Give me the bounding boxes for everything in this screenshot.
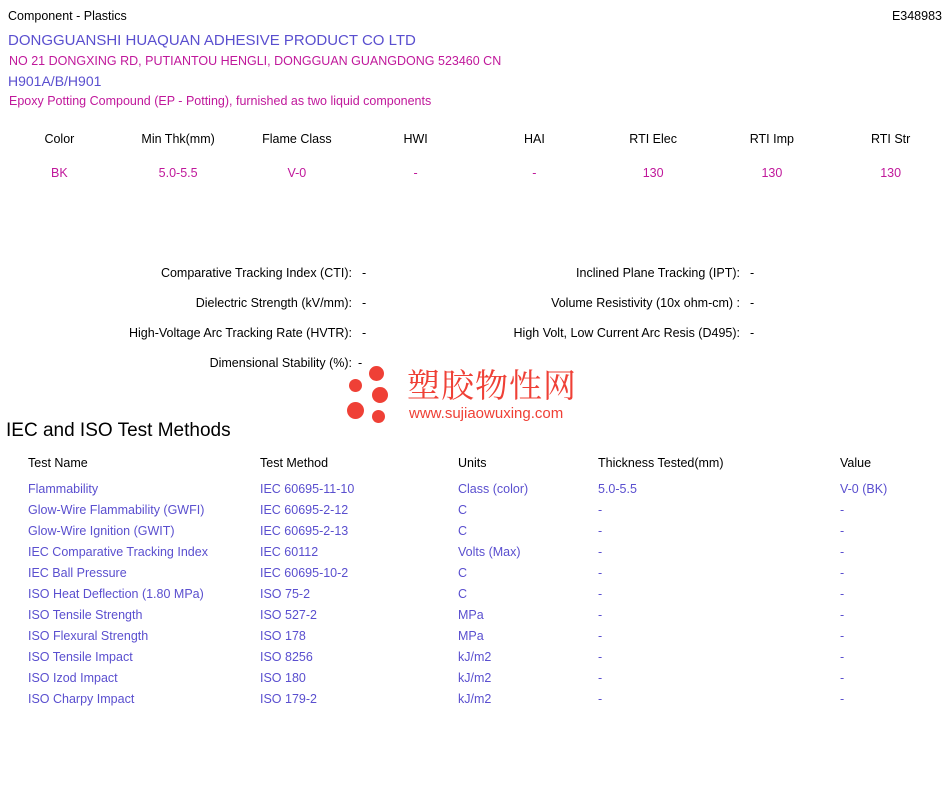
- test-method: IEC 60695-2-12: [260, 503, 349, 517]
- summary-cell-hwi: -: [413, 166, 418, 180]
- property-label-hvtr: High-Voltage Arc Tracking Rate (HVTR):: [129, 326, 352, 340]
- material-grade: H901A/B/H901: [8, 73, 102, 89]
- test-value: -: [840, 629, 845, 643]
- property-label-cti: Comparative Tracking Index (CTI):: [160, 266, 352, 280]
- tests-col-test-name: Test Name: [28, 456, 88, 470]
- tests-col-spacer: [0, 456, 28, 482]
- watermark-url: www.sujiaowuxing.com: [409, 405, 564, 422]
- test-name: ISO Tensile Impact: [28, 650, 133, 664]
- table-row: [0, 587, 950, 608]
- summary-col-color: Color: [44, 132, 75, 146]
- test-method: ISO 180: [260, 671, 306, 685]
- property-value-dielectric-strength: -: [362, 296, 367, 310]
- document-header: [0, 9, 950, 25]
- property-label-dimensional-stability: Dimensional Stability (%):: [209, 356, 352, 370]
- test-units: kJ/m2: [458, 671, 492, 685]
- test-methods-table: [0, 456, 950, 713]
- summary-cell-rti-elec: 130: [642, 166, 664, 180]
- test-thickness: -: [598, 587, 603, 601]
- test-units: Volts (Max): [458, 545, 521, 559]
- test-units: C: [458, 524, 468, 538]
- property-value-volume-resistivity: -: [750, 296, 755, 310]
- test-units: kJ/m2: [458, 692, 492, 706]
- test-value: -: [840, 671, 845, 685]
- test-name: IEC Ball Pressure: [28, 566, 127, 580]
- test-name: ISO Tensile Strength: [28, 608, 143, 622]
- table-row: [0, 524, 950, 545]
- test-method: IEC 60695-10-2: [260, 566, 349, 580]
- test-method: ISO 8256: [260, 650, 313, 664]
- table-row: [0, 503, 950, 524]
- test-name: ISO Flexural Strength: [28, 629, 149, 643]
- test-method: IEC 60695-11-10: [260, 482, 355, 496]
- property-row: [0, 326, 950, 356]
- summary-table: [0, 132, 950, 180]
- property-value-ipt: -: [750, 266, 755, 280]
- summary-col-min-thk: Min Thk(mm): [141, 132, 215, 146]
- test-name: IEC Comparative Tracking Index: [28, 545, 208, 559]
- test-method: IEC 60695-2-13: [260, 524, 349, 538]
- test-units: C: [458, 587, 468, 601]
- tests-col-units: Units: [458, 456, 487, 470]
- test-thickness: -: [598, 545, 603, 559]
- test-name: Glow-Wire Ignition (GWIT): [28, 524, 175, 538]
- test-method: ISO 75-2: [260, 587, 311, 601]
- property-label-volume-resistivity: Volume Resistivity (10x ohm-cm) :: [551, 296, 740, 310]
- test-name: ISO Heat Deflection (1.80 MPa): [28, 587, 204, 601]
- test-thickness: -: [598, 524, 603, 538]
- watermark-dots-icon: [345, 366, 403, 424]
- test-methods-table-element: [0, 456, 950, 713]
- property-value-d495: -: [750, 326, 755, 340]
- property-value-cti: -: [362, 266, 367, 280]
- test-thickness: -: [598, 650, 603, 664]
- company-address: NO 21 DONGXING RD, PUTIANTOU HENGLI, DONGGUAN GUANGDONG 523460 CN: [9, 54, 502, 68]
- test-units: kJ/m2: [458, 650, 492, 664]
- property-value-dimensional-stability: -: [358, 356, 363, 370]
- company-name: DONGGUANSHI HUAQUAN ADHESIVE PRODUCT CO LTD: [8, 32, 416, 49]
- test-units: C: [458, 503, 468, 517]
- summary-header-row: [0, 132, 950, 166]
- tests-col-thickness: Thickness Tested(mm): [598, 456, 724, 470]
- summary-col-hai: HAI: [523, 132, 545, 146]
- test-value: -: [840, 692, 845, 706]
- test-thickness: 5.0-5.5: [598, 482, 637, 496]
- test-method: ISO 178: [260, 629, 306, 643]
- table-row: [0, 566, 950, 587]
- test-value: -: [840, 608, 845, 622]
- property-row: [0, 296, 950, 326]
- summary-cell-min-thk: 5.0-5.5: [158, 166, 198, 180]
- test-value: -: [840, 587, 845, 601]
- tests-header-row: [0, 456, 950, 482]
- summary-cell-flame-class: V-0: [287, 166, 307, 180]
- tests-col-test-method: Test Method: [260, 456, 329, 470]
- summary-col-rti-elec: RTI Elec: [629, 132, 677, 146]
- summary-table-element: [0, 132, 950, 180]
- test-value: -: [840, 545, 845, 559]
- test-value: -: [840, 524, 845, 538]
- watermark-text: 塑胶物性网: [407, 366, 577, 405]
- table-row: [0, 545, 950, 566]
- test-units: Class (color): [458, 482, 529, 496]
- property-label-ipt: Inclined Plane Tracking (IPT):: [576, 266, 740, 280]
- table-row: [0, 482, 950, 503]
- summary-cell-hai: -: [532, 166, 537, 180]
- table-row: [0, 608, 950, 629]
- tests-col-value: Value: [840, 456, 872, 470]
- watermark: [345, 360, 605, 430]
- file-number: E348983: [891, 9, 942, 23]
- table-row: [0, 671, 950, 692]
- table-row: [0, 692, 950, 713]
- test-method: ISO 179-2: [260, 692, 317, 706]
- test-value: -: [840, 566, 845, 580]
- test-method: IEC 60112: [260, 545, 319, 559]
- summary-cell-color: BK: [51, 166, 68, 180]
- test-value: V-0 (BK): [840, 482, 888, 496]
- summary-cell-rti-str: 130: [880, 166, 902, 180]
- test-name: Glow-Wire Flammability (GWFI): [28, 503, 205, 517]
- summary-cell-rti-imp: 130: [761, 166, 783, 180]
- summary-col-rti-imp: RTI Imp: [749, 132, 794, 146]
- test-thickness: -: [598, 566, 603, 580]
- property-value-hvtr: -: [362, 326, 367, 340]
- test-name: ISO Charpy Impact: [28, 692, 135, 706]
- test-units: MPa: [458, 629, 484, 643]
- test-method: ISO 527-2: [260, 608, 317, 622]
- table-row: [0, 629, 950, 650]
- table-row: [0, 166, 950, 180]
- document-category: Component - Plastics: [8, 9, 127, 23]
- summary-col-hwi: HWI: [403, 132, 428, 146]
- test-units: C: [458, 566, 468, 580]
- test-value: -: [840, 650, 845, 664]
- property-label-d495: High Volt, Low Current Arc Resis (D495):: [513, 326, 740, 340]
- test-value: -: [840, 503, 845, 517]
- test-thickness: -: [598, 503, 603, 517]
- test-name: ISO Izod Impact: [28, 671, 118, 685]
- test-thickness: -: [598, 608, 603, 622]
- material-description: Epoxy Potting Compound (EP - Potting), furnished as two liquid components: [9, 94, 432, 108]
- property-label-dielectric-strength: Dielectric Strength (kV/mm):: [195, 296, 352, 310]
- test-thickness: -: [598, 671, 603, 685]
- test-thickness: -: [598, 692, 603, 706]
- summary-col-flame-class: Flame Class: [262, 132, 332, 146]
- property-row: [0, 266, 950, 296]
- page-title: IEC and ISO Test Methods: [6, 420, 231, 441]
- test-thickness: -: [598, 629, 603, 643]
- test-units: MPa: [458, 608, 484, 622]
- table-row: [0, 650, 950, 671]
- test-name: Flammability: [28, 482, 99, 496]
- summary-col-rti-str: RTI Str: [870, 132, 911, 146]
